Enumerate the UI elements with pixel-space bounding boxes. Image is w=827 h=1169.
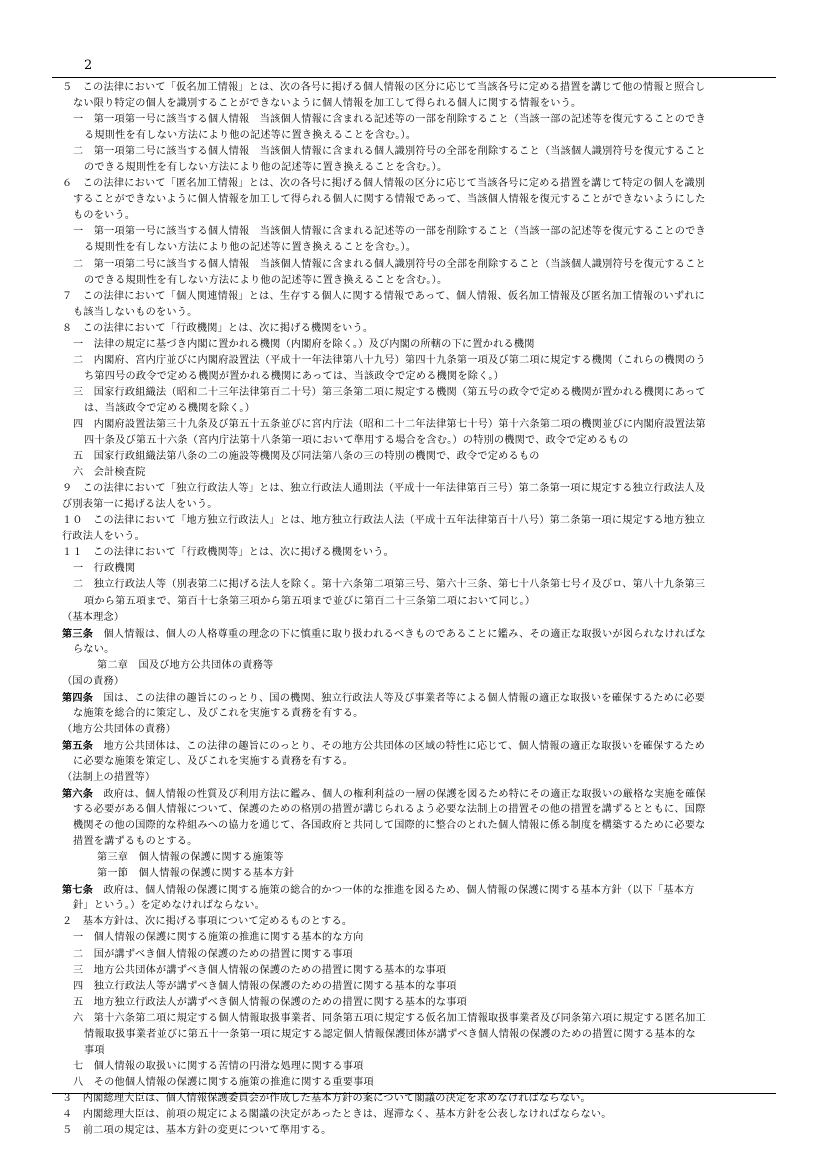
text-line: 三 国家行政組織法（昭和二十三年法律第百二十号）第三条第二項に規定する機関（第五号の政令で定める機関が置かれる機関にあって bbox=[73, 386, 706, 398]
text-line: ７ この法律において「個人関連情報」とは、生存する個人に関する情報であって、個人情報、仮名加工情報及び匿名加工情報のいずれに bbox=[62, 290, 705, 302]
text-line: 四十条及び第五十六条（宮内庁法第十八条第一項において準用する場合を含む。）の特別の機関で、政令で定めるもの bbox=[84, 435, 629, 447]
text-line: 二 第一項第二号に該当する個人情報 当該個人情報に含まれる個人識別符号の全部を削除すること（当該個人識別符号を復元すること bbox=[73, 146, 706, 158]
text-line: に必要な施策を策定し、及びこれを実施する責務を有する。 bbox=[73, 755, 354, 767]
text-line: ９ この法律において「独立行政法人等」とは、独立行政法人通則法（平成十一年法律第百三号）第二条第一項に規定する独立行政法人及 bbox=[62, 483, 706, 495]
text-line: １１ この法律において「行政機関等」とは、次に掲げる機関をいう。 bbox=[62, 547, 394, 559]
text-line: 一 個人情報の保護に関する施策の推進に関する基本的な方向 bbox=[73, 932, 364, 944]
article-text: 地方公共団体は、この法律の趣旨にのっとり、その地方公共団体の区域の特性に応じて、個人情報の適正な取扱いを確保するため bbox=[93, 740, 705, 752]
text-line: （国の責務） bbox=[62, 675, 125, 687]
article-text: 国は、この法律の趣旨にのっとり、国の機関、独立行政法人等及び事業者等による個人情報の適正な取扱いを確保するために必要 bbox=[93, 692, 706, 704]
article-number: 第六条 bbox=[62, 788, 94, 801]
text-line: ４ 内閣総理大臣は、前項の規定による閣議の決定があったときは、遅滞なく、基本方針を公表しなければならない。 bbox=[62, 1109, 612, 1120]
text-line: ち第四号の政令で定める機関が置かれる機関にあっては、当該政令で定める機関を除く。） bbox=[84, 370, 504, 382]
text-line: 五 地方独立行政法人が講ずべき個人情報の保護のための措置に関する基本的な事項 bbox=[73, 996, 468, 1008]
article-text: 政府は、個人情報の保護に関する施策の総合的かつ一体的な推進を図るため、個人情報の保護に関する基本方針（以下「基本方 bbox=[93, 885, 695, 897]
text-line: 一 第一項第一号に該当する個人情報 当該個人情報に含まれる記述等の一部を削除すること（当該一部の記述等を復元することのでき bbox=[73, 114, 706, 126]
text-line: 一 第一項第一号に該当する個人情報 当該個人情報に含まれる記述等の一部を削除すること（当該一部の記述等を復元することのでき bbox=[73, 226, 706, 238]
article-number: 第三条 bbox=[62, 627, 94, 640]
text-line: １０ この法律において「地方独立行政法人」とは、地方独立行政法人法（平成十五年法律第百十八号）第二条第一項に規定する地方独立 bbox=[62, 515, 706, 527]
text-line: のできる規則性を有しない方法により他の記述等に置き換えることを含む。）。 bbox=[84, 274, 448, 286]
article-text: 個人情報は、個人の人格尊重の理念の下に慎重に取り扱われるべきものであることに鑑み、その適正な取扱いが図られなければな bbox=[93, 628, 706, 640]
text-line: る規則性を有しない方法により他の記述等に置き換えることを含む。）。 bbox=[84, 130, 417, 142]
text-line: な施策を総合的に策定し、及びこれを実施する責務を有する。 bbox=[73, 707, 364, 719]
header-rule bbox=[52, 77, 776, 78]
text-line: 機関その他の国際的な枠組みへの協力を通じて、各国政府と共同して国際的に整合のとれた個人情報に係る制度を構築するために必要な bbox=[73, 820, 706, 832]
text-line: 事項 bbox=[84, 1044, 105, 1056]
text-line: は、当該政令で定める機関を除く。） bbox=[84, 402, 256, 414]
text-line: 一 法律の規定に基づき内閣に置かれる機関（内閣府を除く。）及び内閣の所轄の下に置かれる機関 bbox=[73, 338, 535, 350]
text-line: 第二章 国及び地方公共団体の責務等 bbox=[97, 659, 274, 671]
text-line: 措置を講ずるものとする。 bbox=[73, 836, 198, 848]
text-line: 七 個人情報の取扱いに関する苦情の円滑な処理に関する事項 bbox=[73, 1060, 364, 1072]
text-line: び別表第一に掲げる法人をいう。 bbox=[62, 499, 218, 511]
text-line bbox=[62, 738, 776, 754]
text-line: らない。 bbox=[73, 643, 115, 655]
text-line: ６ この法律において「匿名加工情報」とは、次の各号に掲げる個人情報の区分に応じて当該各号に定める措置を講じて特定の個人を識別 bbox=[62, 178, 706, 190]
text-line: る規則性を有しない方法により他の記述等に置き換えることを含む。）。 bbox=[84, 242, 417, 254]
footer-rule bbox=[52, 1093, 776, 1094]
page-number: 2 bbox=[84, 58, 93, 73]
text-line: 二 内閣府、宮内庁並びに内閣府設置法（平成十一年法律第八十九号）第四十九条第一項及び第二項に規定する機関（これらの機関のう bbox=[73, 354, 706, 366]
text-line bbox=[62, 690, 776, 706]
text-line: 二 独立行政法人等（別表第二に掲げる法人を除く。第十六条第二項第三号、第六十三条、第七十八条第七号イ及びロ、第八十九条第三 bbox=[73, 579, 706, 591]
text-line: 八 その他個人情報の保護に関する施策の推進に関する重要事項 bbox=[73, 1076, 374, 1088]
document-body bbox=[62, 80, 776, 1139]
text-line bbox=[62, 882, 776, 898]
article-number: 第七条 bbox=[62, 884, 94, 897]
text-line: （法制上の措置等） bbox=[62, 772, 156, 784]
text-line: ない限り特定の個人を識別することができないように個人情報を加工して得られる個人に関する情報をいう。 bbox=[73, 98, 582, 110]
text-line: 三 地方公共団体が講ずべき個人情報の保護のための措置に関する基本的な事項 bbox=[73, 964, 447, 976]
text-line: ５ 前二項の規定は、基本方針の変更について準用する。 bbox=[62, 1125, 332, 1137]
text-line: 第一節 個人情報の保護に関する基本方針 bbox=[97, 868, 295, 880]
text-line: 五 国家行政組織法第八条の二の施設等機関及び同法第八条の三の特別の機関で、政令で定めるもの bbox=[73, 451, 540, 463]
text-line: ８ この法律において「行政機関」とは、次に掲げる機関をいう。 bbox=[62, 322, 374, 334]
text-line: することができないように個人情報を加工して得られる個人に関する情報であって、当該個人情報を復元することができないようにした bbox=[73, 194, 706, 206]
text-line: 針」という。）を定めなければならない。 bbox=[73, 900, 266, 912]
text-line: 六 第十六条第二項に規定する個人情報取扱事業者、同条第五項に規定する仮名加工情報取扱事業者及び同条第六項に規定する匿名加工 bbox=[73, 1012, 706, 1024]
text-line: 二 国が講ずべき個人情報の保護のための措置に関する事項 bbox=[73, 948, 353, 960]
text-line: （地方公共団体の責務） bbox=[62, 723, 177, 735]
article-number: 第四条 bbox=[62, 691, 94, 704]
text-line: も該当しないものをいう。 bbox=[73, 306, 198, 318]
text-line: 四 内閣府設置法第三十九条及び第五十五条並びに宮内庁法（昭和二十二年法律第七十号）第十六条第二項の機関並びに内閣府設置法第 bbox=[73, 418, 706, 430]
text-line: 第三章 個人情報の保護に関する施策等 bbox=[97, 852, 284, 864]
text-line: （基本理念） bbox=[62, 611, 125, 623]
text-line: 情報取扱事業者並びに第五十一条第一項に規定する認定個人情報保護団体が講ずべき個人情報の保護のための措置に関する基本的な bbox=[84, 1028, 696, 1040]
text-line: ２ 基本方針は、次に掲げる事項について定めるものとする。 bbox=[62, 916, 353, 928]
article-number: 第五条 bbox=[62, 739, 94, 752]
text-line: ものをいう。 bbox=[73, 210, 136, 222]
text-line: 行政法人をいう。 bbox=[62, 531, 145, 543]
text-line: 二 第一項第二号に該当する個人情報 当該個人情報に含まれる個人識別符号の全部を削除すること（当該個人識別符号を復元すること bbox=[73, 258, 706, 270]
text-line: のできる規則性を有しない方法により他の記述等に置き換えることを含む。）。 bbox=[84, 162, 448, 174]
text-line: ３ 内閣総理大臣は、個人情報保護委員会が作成した基本方針の案について閣議の決定を求めなければならない。 bbox=[62, 1092, 591, 1104]
text-line: 四 独立行政法人等が講ずべき個人情報の保護のための措置に関する基本的な事項 bbox=[73, 980, 457, 992]
text-line: 項から第五項まで、第百十七条第三項から第五項まで並びに第百二十三条第二項において同じ。） bbox=[84, 595, 536, 607]
text-line bbox=[62, 626, 776, 642]
text-line: 一 行政機関 bbox=[73, 563, 136, 575]
text-line: ５ この法律において「仮名加工情報」とは、次の各号に掲げる個人情報の区分に応じて当該各号に定める措置を講じて他の情報と照合し bbox=[62, 82, 706, 93]
text-line: する必要がある個人情報について、保護のための格別の措置が講じられるよう必要な法制上の措置その他の措置を講ずるとともに、国際 bbox=[73, 804, 706, 816]
article-text: 政府は、個人情報の性質及び利用方法に鑑み、個人の権利利益の一層の保護を図るため特にその適正な取扱いの厳格な実施を確保 bbox=[93, 789, 706, 801]
text-line: 六 会計検査院 bbox=[73, 467, 146, 479]
text-line bbox=[62, 786, 776, 802]
